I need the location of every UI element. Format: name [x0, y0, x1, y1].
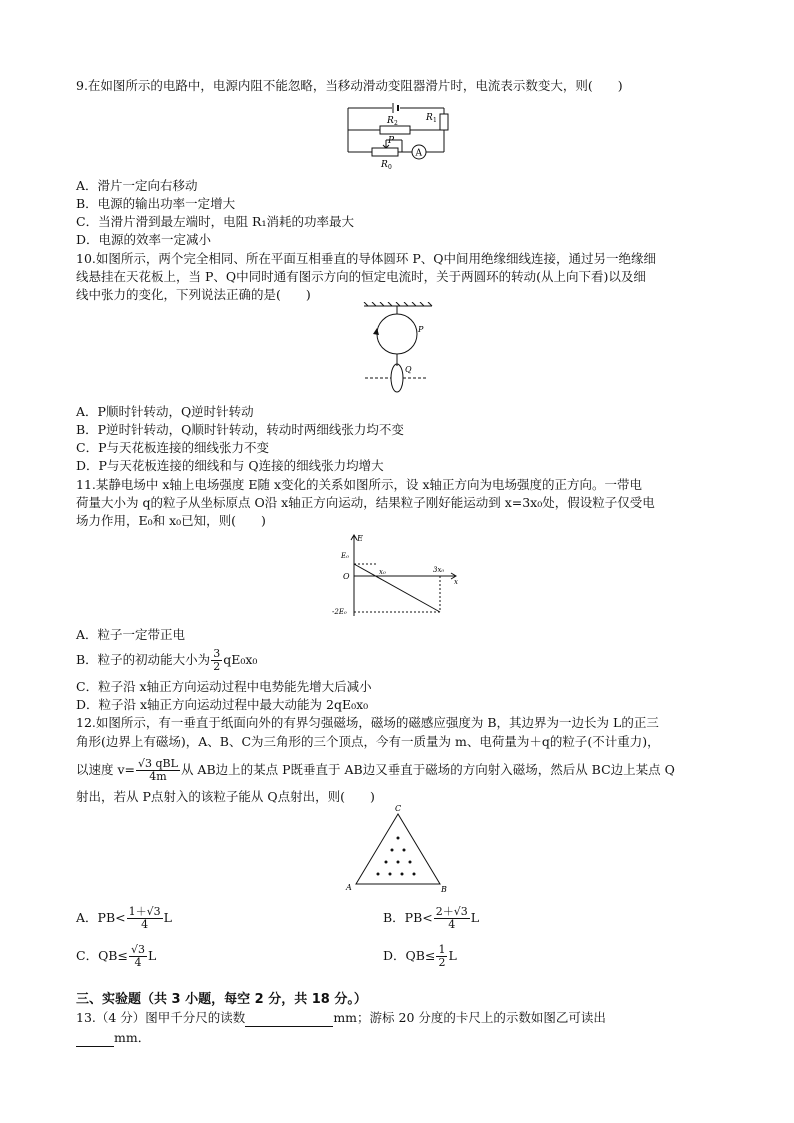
q11-label-e-axis: E — [357, 534, 363, 543]
q9-label-r0: R — [381, 160, 388, 170]
q12-velocity-prefix: 以速度 v= — [76, 762, 136, 777]
q10-option-c: C．P与天花板连接的细线张力不变 — [76, 440, 269, 455]
q12-stem-line3 — [76, 758, 675, 783]
q9-stem: 9.在如图所示的电路中，电源内阻不能忽略，当移动滑动变阻器滑片时，电流表示数变大，则( ) — [76, 78, 623, 93]
q10-stem-line3: 线中张力的变化，下列说法正确的是( ) — [76, 287, 311, 302]
q12-option-b-den: 4 — [448, 918, 456, 931]
q12-option-b — [383, 906, 479, 931]
q12-option-c-fraction — [129, 944, 147, 969]
q10-label-q: Q — [405, 365, 412, 374]
q12-velocity-num: √3 qBL — [138, 757, 178, 770]
q9-label-r2-sub: 2 — [394, 120, 398, 127]
q9-label-r2: R — [387, 116, 394, 126]
q12-option-d-prefix: D．QB≤ — [383, 948, 436, 963]
q11-option-d: D．粒子沿 x轴正方向运动过程中最大动能为 2qE₀x₀ — [76, 697, 369, 712]
q12-option-b-num: 2＋√3 — [435, 905, 468, 918]
q12-option-a-prefix: A．PB< — [76, 910, 126, 925]
q12-option-a-suffix: L — [163, 910, 172, 925]
q12-option-c — [76, 944, 156, 969]
q12-option-a-num: 1＋√3 — [128, 905, 161, 918]
q9-option-b: B．电源的输出功率一定增大 — [76, 196, 236, 211]
q11-option-b-fraction — [211, 648, 222, 673]
q11-option-b — [76, 648, 257, 673]
q11-stem-line1: 11.某静电场中 x轴上电场强度 E随 x变化的关系如图所示，设 x轴正方向为电场强度的正方向。一带电 — [76, 477, 643, 492]
q11-option-a: A．粒子一定带正电 — [76, 627, 186, 642]
q11-option-c: C．粒子沿 x轴正方向运动过程中电势能先增大后减小 — [76, 679, 372, 694]
q10-stem-line2: 线悬挂在天花板上，当 P、Q中同时通有图示方向的恒定电流时，关于两圆环的转动(从上向下看)以及细 — [76, 269, 646, 284]
q11-label-e0: E₀ — [341, 552, 349, 560]
q13-blank-caliper[interactable] — [76, 1030, 114, 1047]
q10-rings-figure — [360, 302, 440, 400]
q12-option-a — [76, 906, 172, 931]
q12-stem-line2: 角形(边界上有磁场)，A、B、C为三角形的三个顶点，今有一质量为 m、电荷量为＋q的粒子(不计重力)， — [76, 734, 660, 749]
q11-label-3x0: 3x₀ — [433, 566, 445, 574]
q12-velocity-den: 4m — [149, 770, 167, 783]
q11-option-b-num: 3 — [213, 647, 221, 660]
q12-option-a-fraction — [127, 906, 163, 931]
q12-option-d-den: 2 — [438, 956, 446, 969]
q12-label-b: B — [441, 885, 447, 894]
q10-stem-line1: 10.如图所示，两个完全相同、所在平面互相垂直的导体圆环 P、Q中间用绝缘细线连接，通过另一绝缘细 — [76, 251, 657, 266]
q10-option-a: A．P顺时针转动，Q逆时针转动 — [76, 404, 254, 419]
q9-option-d: D．电源的效率一定减小 — [76, 232, 212, 247]
q13-mid: mm；游标 20 分度的卡尺上的示数如图乙可读出 — [333, 1010, 606, 1025]
q11-label-x0: x₀ — [379, 568, 386, 576]
q9-ammeter-label: A — [415, 148, 422, 159]
q11-label-origin: O — [343, 572, 350, 581]
q12-option-c-num: √3 — [130, 943, 145, 956]
q12-option-c-prefix: C．QB≤ — [76, 948, 128, 963]
q9-label-r1: R — [426, 113, 433, 123]
q9-option-a: A．滑片一定向右移动 — [76, 178, 198, 193]
q10-option-d: D．P与天花板连接的细线和与 Q连接的细线张力均增大 — [76, 458, 384, 473]
q13-suffix: mm． — [114, 1030, 151, 1045]
q11-label-neg2e0: -2E₀ — [332, 608, 347, 616]
q9-label-r1-sub: 1 — [433, 117, 437, 124]
q9-circuit-figure — [340, 100, 456, 172]
q12-option-d-fraction — [436, 944, 447, 969]
q9-label-r0-sub: 0 — [388, 164, 392, 171]
q12-label-a: A — [346, 883, 352, 892]
q12-option-a-den: 4 — [141, 918, 149, 931]
q11-option-b-suffix: qE₀x₀ — [223, 652, 258, 667]
q13-line1 — [76, 1010, 606, 1027]
q13-blank-micrometer[interactable] — [245, 1010, 333, 1027]
q12-option-b-fraction — [434, 906, 470, 931]
q12-option-d-suffix: L — [448, 948, 457, 963]
q9-option-c: C．当滑片滑到最左端时，电阻 R₁消耗的功率最大 — [76, 214, 354, 229]
q10-option-b: B．P逆时针转动，Q顺时针转动，转动时两细线张力均不变 — [76, 422, 404, 437]
q12-velocity-suffix: 从 AB边上的某点 P既垂直于 AB边又垂直于磁场的方向射入磁场，然后从 BC边上某点 Q — [180, 762, 675, 777]
q12-option-b-prefix: B．PB< — [383, 910, 433, 925]
q13-line2 — [76, 1030, 150, 1047]
q12-option-c-suffix: L — [148, 948, 157, 963]
q11-stem-line3: 场力作用，E₀和 x₀已知，则( ) — [76, 513, 266, 528]
q11-option-b-den: 2 — [213, 660, 221, 673]
q12-velocity-fraction — [136, 758, 180, 783]
q10-label-p: P — [418, 325, 424, 334]
q12-option-d-num: 1 — [438, 943, 446, 956]
q13-prefix: 13.（4 分）图甲千分尺的读数 — [76, 1010, 246, 1025]
q9-label-p: P — [388, 136, 395, 146]
section-3-heading: 三、实验题（共 3 小题，每空 2 分，共 18 分。） — [76, 992, 367, 1007]
q12-option-d — [383, 944, 457, 969]
q11-field-graph — [330, 532, 462, 618]
q11-stem-line2: 荷量大小为 q的粒子从坐标原点 O沿 x轴正方向运动，结果粒子刚好能运动到 x=3x₀处，假设粒子仅受电 — [76, 495, 655, 510]
q12-option-c-den: 4 — [134, 956, 142, 969]
q12-label-c: C — [395, 804, 402, 813]
q12-triangle-figure — [340, 804, 452, 894]
q11-option-b-prefix: B．粒子的初动能大小为 — [76, 652, 211, 667]
q12-option-b-suffix: L — [470, 910, 480, 925]
q11-label-x-axis: x — [454, 578, 458, 586]
q12-stem-line1: 12.如图所示，有一垂直于纸面向外的有界匀强磁场，磁场的磁感应强度为 B，其边界为一边长为 L的正三 — [76, 715, 659, 730]
q12-stem-line4: 射出，若从 P点射入的该粒子能从 Q点射出，则( ) — [76, 789, 375, 804]
